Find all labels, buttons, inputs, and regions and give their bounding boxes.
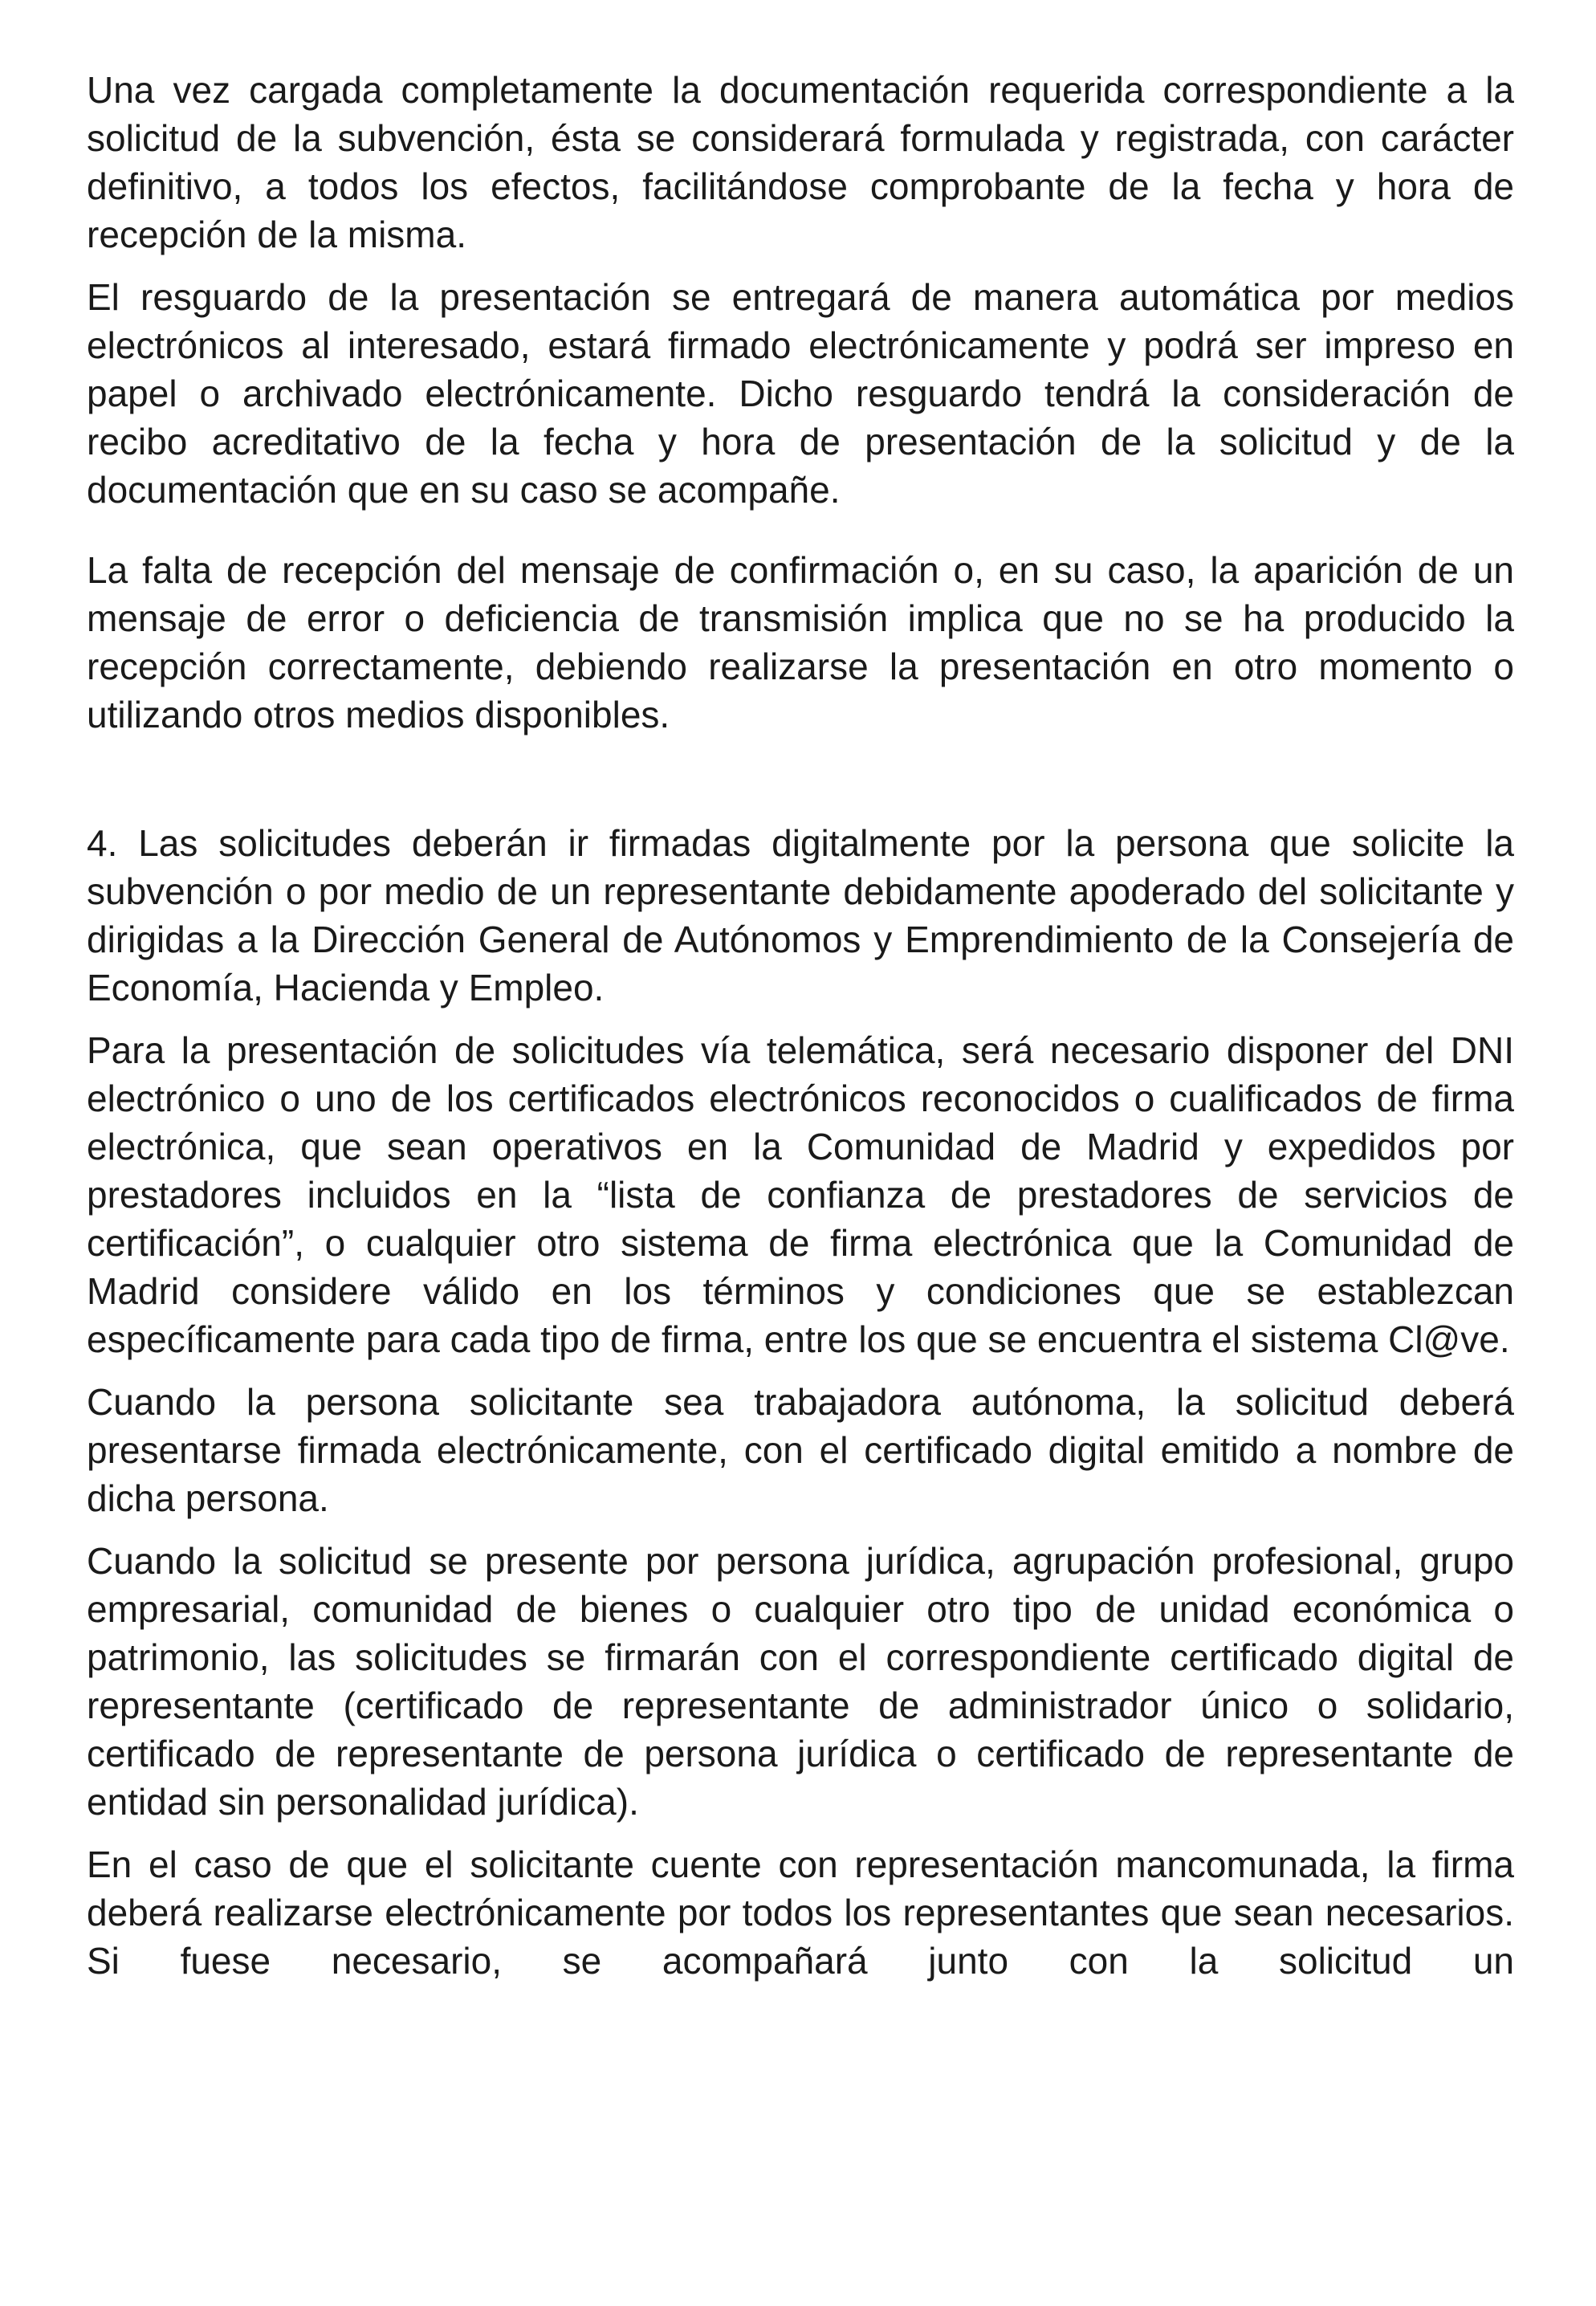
paragraph-section-4-signatures: 4. Las solicitudes deberán ir firmadas digitalmente por la persona que solicite la subvención o por medio de un representante debidamente apoderado del solicitante y dirigidas a la Dirección General de Autónomos y Emprendimiento de la Consejería de Economía, Hacienda y Empleo. [87,822,1514,1008]
paragraph-legal-entity: Cuando la solicitud se presente por persona jurídica, agrupación profesional, grupo empresarial, comunidad de bienes o cualquier otro tipo de unidad económica o patrimonio, las solicitudes se firmarán con el correspondiente certificado digital de representante (certificado de representante de administrador único o solidario, certificado de representante de persona jurídica o certificado de representante de entidad sin personalidad jurídica). [87,1540,1514,1823]
document-body [87,66,1514,1985]
paragraph-receipt: El resguardo de la presentación se entregará de manera automática por medios electrónicos al interesado, estará firmado electrónicamente y podrá ser impreso en papel o archivado electrónicamente. Dicho resguardo tendrá la consideración de recibo acreditativo de la fecha y hora de presentación de la solicitud y de la documentación que en su caso se acompañe. [87,276,1514,511]
paragraph-self-employed: Cuando la persona solicitante sea trabajadora autónoma, la solicitud deberá presentarse firmada electrónicamente, con el certificado digital emitido a nombre de dicha persona. [87,1381,1514,1519]
paragraph-documentation-upload: Una vez cargada completamente la documentación requerida correspondiente a la solicitud de la subvención, ésta se considerará formulada y registrada, con carácter definitivo, a todos los efectos, facilitándose comprobante de la fecha y hora de recepción de la misma. [87,69,1514,255]
paragraph-telematic-submission: Para la presentación de solicitudes vía telemática, será necesario disponer del DNI electrónico o uno de los certificados electrónicos reconocidos o cualificados de firma electrónica, que sean operativos en la Comunidad de Madrid y expedidos por prestadores incluidos en la “lista de confianza de prestadores de servicios de certificación”, o cualquier otro sistema de firma electrónica que la Comunidad de Madrid considere válido en los términos y condiciones que se establezcan específicamente para cada tipo de firma, entre los que se encuentra el sistema Cl@ve. [87,1029,1514,1360]
paragraph-joint-representation: En el caso de que el solicitante cuente con representación mancomunada, la firma deberá realizarse electrónicamente por todos los representantes que sean necesarios. Si fuese necesario, se acompañará junto con la solicitud un [87,1844,1514,1982]
paragraph-confirmation-failure: La falta de recepción del mensaje de confirmación o, en su caso, la aparición de un mensaje de error o deficiencia de transmisión implica que no se ha producido la recepción correctamente, debiendo realizarse la presentación en otro momento o utilizando otros medios disponibles. [87,549,1514,735]
